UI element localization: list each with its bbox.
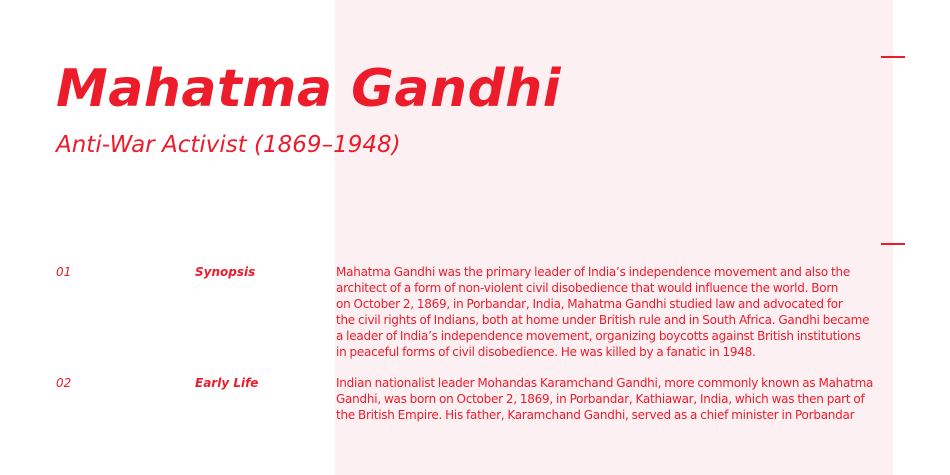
section-body bbox=[336, 375, 886, 423]
section-heading: Synopsis bbox=[195, 265, 256, 279]
body-line: in peaceful forms of civil disobedience. He was killed by a fanatic in 1948. bbox=[336, 345, 756, 359]
section-body bbox=[336, 264, 886, 360]
page-title: Mahatma Gandhi bbox=[56, 59, 562, 119]
body-line: on October 2, 1869, in Porbandar, India, Mahatma Gandhi studied law and advocated for bbox=[336, 297, 843, 311]
section-number: 01 bbox=[56, 265, 72, 279]
top-rule-mark bbox=[881, 56, 905, 58]
body-line: Mahatma Gandhi was the primary leader of India’s independence movement and also the bbox=[336, 265, 850, 279]
section-heading: Early Life bbox=[195, 376, 259, 390]
page-subtitle: Anti-War Activist (1869–1948) bbox=[56, 132, 401, 158]
body-line: Gandhi, was born on October 2, 1869, in Porbandar, Kathiawar, India, which was then part of bbox=[336, 392, 865, 406]
body-line: architect of a form of non-violent civil disobedience that would influence the world. Born bbox=[336, 281, 839, 295]
body-line: Indian nationalist leader Mohandas Karamchand Gandhi, more commonly known as Mahatma bbox=[336, 376, 874, 390]
body-line: the civil rights of Indians, both at home under British rule and in South Africa. Gandhi became bbox=[336, 313, 870, 327]
middle-rule-mark bbox=[881, 243, 905, 245]
body-line: the British Empire. His father, Karamchand Gandhi, served as a chief minister in Porbandar bbox=[336, 408, 855, 422]
body-line: a leader of India’s independence movement, organizing boycotts against British institutions bbox=[336, 329, 861, 343]
section-number: 02 bbox=[56, 376, 72, 390]
